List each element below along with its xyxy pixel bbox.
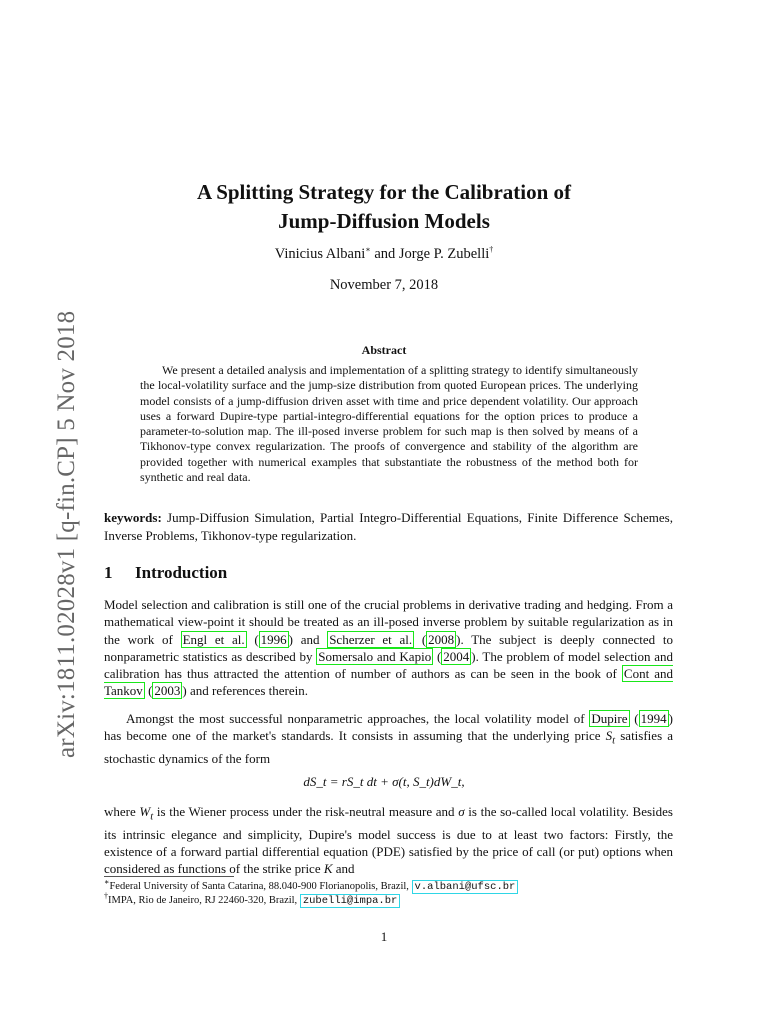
abstract-heading: Abstract — [361, 343, 407, 357]
email-link-albani[interactable]: v.albani@ufsc.br — [412, 880, 519, 894]
title-line-1: A Splitting Strategy for the Calibration of — [196, 180, 572, 204]
p1-text-f: ( — [433, 648, 442, 664]
section-heading — [104, 563, 227, 583]
citation-year-engl[interactable]: 1996 — [260, 631, 287, 647]
p1-text-c: ) and — [288, 631, 328, 647]
symbol-s-sub: t — [612, 734, 616, 747]
p2-text-c: ) has become one of the market's standards. It consists in assuming that the underlying price — [104, 711, 673, 744]
symbol-k: K — [323, 861, 333, 877]
p1-text-b: ( — [246, 631, 259, 647]
footnote-1-text: Federal University of Santa Catarina, 88.040-900 Florianopolis, Brazil, — [109, 881, 412, 892]
paragraph-1 — [104, 596, 673, 700]
citation-year-dupire[interactable]: 1994 — [640, 711, 667, 726]
sde-equation — [0, 774, 768, 790]
author-list — [0, 246, 768, 263]
equation-text: dS_t = rS_t dt + σ(t, S_t)dW_t, — [303, 774, 465, 789]
paper-title — [0, 178, 768, 236]
title-line-2: Jump-Diffusion Models — [278, 209, 490, 233]
citation-year-somersalo[interactable]: 2004 — [443, 648, 470, 664]
footnote-2 — [104, 891, 400, 908]
p2-text-b: ( — [629, 711, 639, 726]
paragraph-3 — [104, 803, 673, 878]
p3-text-c: is the so-called local volatility. Besides its intrinsic elegance and simplicity, Dupire's model success is due to at least two factors: Firstly, the existence of a forward partial differential equation (PDE) satisfied by the price of call (or put) options when considered as functions of the strike price — [104, 804, 673, 877]
author-2: and Jorge P. Zubelli — [370, 246, 490, 262]
citation-link-scherzer[interactable]: Scherzer et al. — [329, 631, 413, 647]
author-2-mark: † — [489, 245, 494, 255]
paragraph-2 — [104, 710, 673, 767]
footnote-2-text: IMPA, Rio de Janeiro, RJ 22460-320, Brazil, — [108, 895, 300, 906]
keywords-label: keywords: — [104, 510, 162, 525]
citation-link-somersalo[interactable]: Somersalo and Kapio — [318, 648, 432, 664]
p1-text-i: ) and references therein. — [182, 683, 308, 699]
p3-text-a: where — [104, 804, 140, 819]
footnote-1 — [104, 877, 518, 894]
p2-text-d: satisfies a stochastic dynamics of the form — [104, 728, 673, 767]
section-number: 1 — [104, 563, 113, 582]
author-1: Vinicius Albani — [274, 246, 366, 262]
page-number: 1 — [380, 929, 388, 944]
footnote-2-mark: † — [104, 891, 108, 901]
citation-link-engl[interactable]: Engl et al. — [182, 631, 245, 647]
citation-link-dupire[interactable]: Dupire — [591, 711, 628, 726]
paper-date: November 7, 2018 — [329, 277, 439, 293]
p1-text-a: Model selection and calibration is still one of the crucial problems in derivative trading and hedging. From a mathematical view-point it should be treated as an ill-posed inverse problem by suitable regularization as in the work of — [104, 597, 673, 647]
p3-text-d: and — [332, 861, 355, 877]
abstract-text: We present a detailed analysis and implementation of a splitting strategy to identify simultaneously the local-volatility surface and the jump-size distribution from quoted European prices. The underlying model consists of a jump-diffusion driven asset with time and price dependent volatility. Our approach uses a forward Dupire-type partial-integro-differential equations for the option prices to produce a parameter-to-solution map. The ill-posed inverse problem for such map is then solved by means of a Tikhonov-type convex regularization. The proofs of convergence and stability of the algorithm are provided together with numerical examples that substantiate the robustness of the method both for synthetic and real data. — [140, 363, 638, 485]
author-1-mark: ∗ — [365, 245, 371, 255]
p1-text-g: ). The problem of model selection and calibration has thus attracted the attention of number of authors as can be seen in the book of — [104, 648, 673, 682]
p1-text-d: ( — [414, 631, 427, 647]
p1-text-h: ( — [144, 683, 153, 699]
citation-link-cont[interactable]: Cont and Tankov — [104, 666, 673, 699]
arxiv-stamp-text: arXiv:1811.02028v1 [q-fin.CP] 5 Nov 2018 — [53, 310, 80, 758]
keywords — [104, 509, 673, 544]
email-link-zubelli[interactable]: zubelli@impa.br — [300, 894, 401, 908]
p2-text-a: Amongst the most successful nonparametric approaches, the local volatility model of — [126, 711, 590, 726]
footnote-1-mark: ∗ — [104, 877, 110, 887]
citation-year-cont[interactable]: 2003 — [154, 683, 181, 699]
arxiv-identifier-stamp — [18, 300, 80, 760]
citation-year-scherzer[interactable]: 2008 — [428, 631, 455, 647]
p1-text-e: ). The subject is deeply connected to nonparametric statistics as described by — [104, 631, 673, 664]
section-title: Introduction — [135, 563, 228, 582]
symbol-sigma: σ — [458, 804, 465, 819]
symbol-w: W — [139, 804, 151, 819]
p3-text-b: is the Wiener process under the risk-neutral measure and — [153, 804, 459, 819]
keywords-text: Jump-Diffusion Simulation, Partial Integro-Differential Equations, Finite Difference Schemes, Inverse Problems, Tikhonov-type regularization. — [104, 510, 673, 543]
footnote-divider — [104, 876, 234, 877]
symbol-w-sub: t — [150, 810, 154, 823]
symbol-s: S — [605, 728, 613, 744]
